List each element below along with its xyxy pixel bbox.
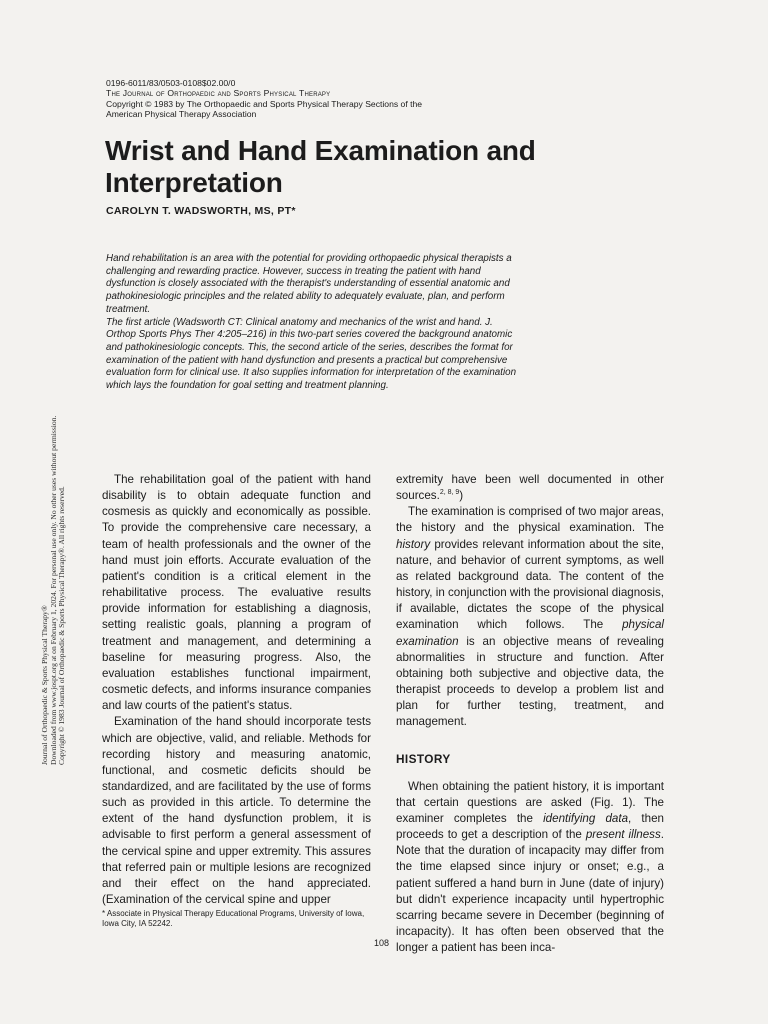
page-number: 108 — [374, 938, 390, 948]
body-paragraph-3 — [396, 472, 664, 504]
download-notice — [41, 416, 67, 765]
body-paragraph-1: The rehabilitation goal of the patient with hand disability is to obtain adequate function and cosmesis as quickly and economically as possible. To provide the comprehensive care necessary, a team of health professionals and the owner of the hand must join efforts. Accurate evaluation of the patient's condition is a critical element in the rehabilitative process. The evaluative results provide information for establishing a diagnosis, setting realistic goals, planning a program of treatment and management, and determining a baseline for measuring progress. Also, the evaluation establishes functional impairment, cosmetic defects, and informs insurance companies and law courts of the patient's status. — [102, 473, 371, 713]
emphasis-identifying-data: identifying data — [543, 811, 629, 825]
section-heading-history: HISTORY — [396, 751, 451, 766]
body-paragraph-2: Examination of the hand should incorporate tests which are objective, valid, and reliable. Methods for recording history and measuring anatomic, functional, and cosmetic deficits should be standardized, and are facilitated by the use of forms such as provided in this article. To determine the extent of the hand dysfunction problem, it is advisable to first perform a general assessment of the cervical spine and upper extremity. This assures that referred pain or multiple lesions are recognized and their effect on the hand appreciated. (Examination of the cervical spine and upper — [102, 715, 371, 907]
doi-code: 0196-6011/83/0503-0108$02.00/0 — [106, 78, 236, 88]
body-paragraph-4 — [396, 504, 664, 730]
abstract-paragraph-1: Hand rehabilitation is an area with the potential for providing orthopaedic physical therapists a challenging and rewarding practice. However, success in treating the patient with hand dysfunction is closely associated with the therapist's understanding of essential anatomic and pathokinesiologic principles and the related ability to adequately evaluate, plan, and perform treatment. — [106, 253, 512, 315]
notice-line-2: Downloaded from www.jospt.org at on February 1, 2024. For personal use only. No other uses without permission. — [48, 415, 58, 765]
left-column — [102, 472, 371, 908]
abstract-paragraph-2: The first article (Wadsworth CT: Clinical anatomy and mechanics of the wrist and hand. J. Orthop Sports Phys Ther 4:205–216) in this two-part series covered the background anatomic and pathokinesiologic concepts. This, the second article of the series, describes the format for examination of the patient with hand dysfunction and presents a practical but comprehensive evaluation form for clinical use. It also supplies information for interpretation of the examination which lays the foundation for goal setting and treatment planning. — [106, 316, 517, 392]
paragraph-text: When obtaining the patient history, it is important that certain questions are asked (Fig. 1). The examiner completes the — [396, 779, 664, 825]
notice-line-3: Copyright © 1983 Journal of Orthopaedic & Sports Physical Therapy®. All rights reserved. — [57, 486, 67, 765]
author-line: CAROLYN T. WADSWORTH, MS, PT* — [106, 205, 296, 217]
copyright-line-2: American Physical Therapy Association — [106, 109, 257, 120]
emphasis-history: history — [396, 537, 431, 551]
notice-line-1: Journal of Orthopaedic & Sports Physical Therapy® — [40, 605, 49, 765]
paragraph-text: , then proceeds to get a description of the — [396, 811, 664, 842]
article-title: Wrist and Hand Examination and Interpretation — [105, 135, 536, 198]
paragraph-text: provides relevant information about the site, nature, and behavior of current symptoms, as well as related background data. The content of the history, in conjunction with the provisional diagnosis, if available, dictates the scope of the physical examination which follows. The — [396, 537, 664, 632]
paragraph-text: extremity have been well documented in other sources. — [396, 473, 664, 503]
abstract — [106, 253, 524, 393]
paragraph-text: The examination is comprised of two major areas, the history and the physical examination. The — [396, 505, 664, 535]
paragraph-text: ) — [459, 489, 464, 503]
author-footnote: * Associate in Physical Therapy Educational Programs, University of Iowa, Iowa City, IA 52242. — [102, 909, 365, 928]
journal-name: The Journal of Orthopaedic and Sports Physical Therapy — [106, 88, 331, 99]
paragraph-text: . Note that the duration of incapacity may differ from the time elapsed since injury or onset; e.g., a patient suffered a hand burn in June (date of injury) but didn't experience incapacity until hypertrophic scarring became severe in December (beginning of incapacity). It has often been observed that the longer a patient has been inca- — [396, 828, 664, 955]
copyright-line-1: Copyright © 1983 by The Orthopaedic and Sports Physical Therapy Sections of the — [106, 98, 423, 109]
body-paragraph-5 — [396, 779, 664, 957]
reference-superscript: 2, 8, 9 — [439, 489, 460, 497]
emphasis-physical-examination: physical examination — [396, 618, 664, 648]
article-header — [106, 78, 422, 120]
paragraph-text: is an objective means of revealing abnormalities in structure and function. After obtaining both subjective and objective data, the therapist proceeds to develop a problem list and plan for further testing, treatment, and management. — [396, 634, 664, 729]
emphasis-present-illness: present illness — [585, 828, 661, 842]
right-column — [396, 472, 664, 956]
